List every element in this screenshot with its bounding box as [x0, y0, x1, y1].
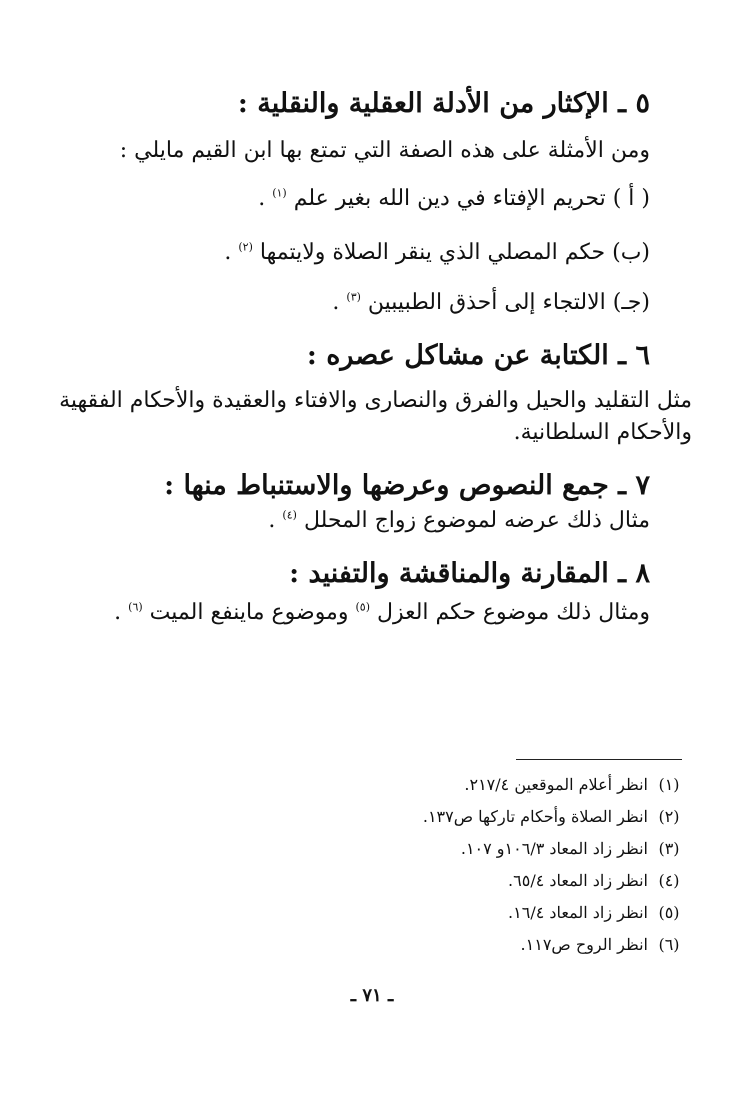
- item-text: (جـ) الالتجاء إلى أحذق الطبيبين: [367, 290, 650, 315]
- footnote-ref: (٦): [128, 600, 143, 614]
- footnote-text: انظر زاد المعاد ١٠٦/٣و ١٠٧.: [460, 839, 648, 858]
- footnote-number: (٥): [658, 903, 680, 922]
- page-number: ـ ٧١ ـ: [350, 985, 394, 1006]
- footnote-text: انظر زاد المعاد ٦٥/٤.: [508, 871, 648, 890]
- footnote-ref: (١): [272, 186, 287, 200]
- section5-item-a: [258, 186, 650, 211]
- item-text: (ب) حكم المصلي الذي ينقر الصلاة ولايتمها: [259, 240, 650, 265]
- footnote-4: [508, 871, 682, 890]
- item-end: .: [332, 290, 340, 315]
- footnote-ref: (٤): [282, 508, 297, 522]
- footnote-divider: [516, 759, 682, 760]
- section7-text: [268, 508, 650, 533]
- footnote-3: [461, 839, 682, 858]
- section-heading-7: ٧ ـ جمع النصوص وعرضها والاستنباط منها :: [164, 470, 650, 501]
- footnote-text: انظر أعلام الموقعين ٢١٧/٤.: [464, 775, 648, 794]
- section8-end: .: [114, 600, 122, 625]
- section8-body1: ومثال ذلك موضوع حكم العزل: [376, 600, 650, 625]
- footnote-6: [521, 935, 682, 954]
- footnote-ref: (٥): [355, 600, 370, 614]
- section6-line1: مثل التقليد والحيل والفرق والنصارى والافتاء والعقيدة والأحكام الفقهية: [59, 388, 692, 413]
- footnote-number: (١): [658, 775, 680, 794]
- footnote-text: انظر الصلاة وأحكام تاركها ص١٣٧.: [422, 807, 648, 826]
- footnote-number: (٣): [658, 839, 680, 858]
- item-end: .: [224, 240, 232, 265]
- section8-body2: وموضوع ماينفع الميت: [149, 600, 349, 625]
- footnote-number: (٦): [658, 935, 680, 954]
- section5-item-b: [224, 240, 650, 265]
- footnote-5: [508, 903, 682, 922]
- item-end: .: [258, 186, 266, 211]
- footnote-number: (٤): [658, 871, 680, 890]
- footnote-ref: (٢): [238, 240, 253, 254]
- section7-body: مثال ذلك عرضه لموضوع زواج المحلل: [303, 508, 650, 533]
- footnote-2: [423, 807, 682, 826]
- footnote-ref: (٣): [346, 290, 361, 304]
- footnote-text: انظر الروح ص١١٧.: [520, 935, 648, 954]
- section6-line2: والأحكام السلطانية.: [513, 420, 692, 445]
- footnote-number: (٢): [658, 807, 680, 826]
- section5-item-c: [332, 290, 650, 315]
- item-text: ( أ ) تحريم الإفتاء في دين الله بغير علم: [293, 186, 650, 211]
- section8-text: [114, 600, 650, 625]
- section-heading-6: ٦ ـ الكتابة عن مشاكل عصره :: [306, 340, 650, 371]
- section5-intro: ومن الأمثلة على هذه الصفة التي تمتع بها ابن القيم مايلي :: [119, 138, 650, 163]
- footnote-text: انظر زاد المعاد ١٦/٤.: [508, 903, 648, 922]
- footnote-1: [464, 775, 682, 794]
- section7-end: .: [268, 508, 276, 533]
- section-heading-8: ٨ ـ المقارنة والمناقشة والتفنيد :: [289, 558, 650, 589]
- section-heading-5: ٥ ـ الإكثار من الأدلة العقلية والنقلية :: [237, 88, 650, 119]
